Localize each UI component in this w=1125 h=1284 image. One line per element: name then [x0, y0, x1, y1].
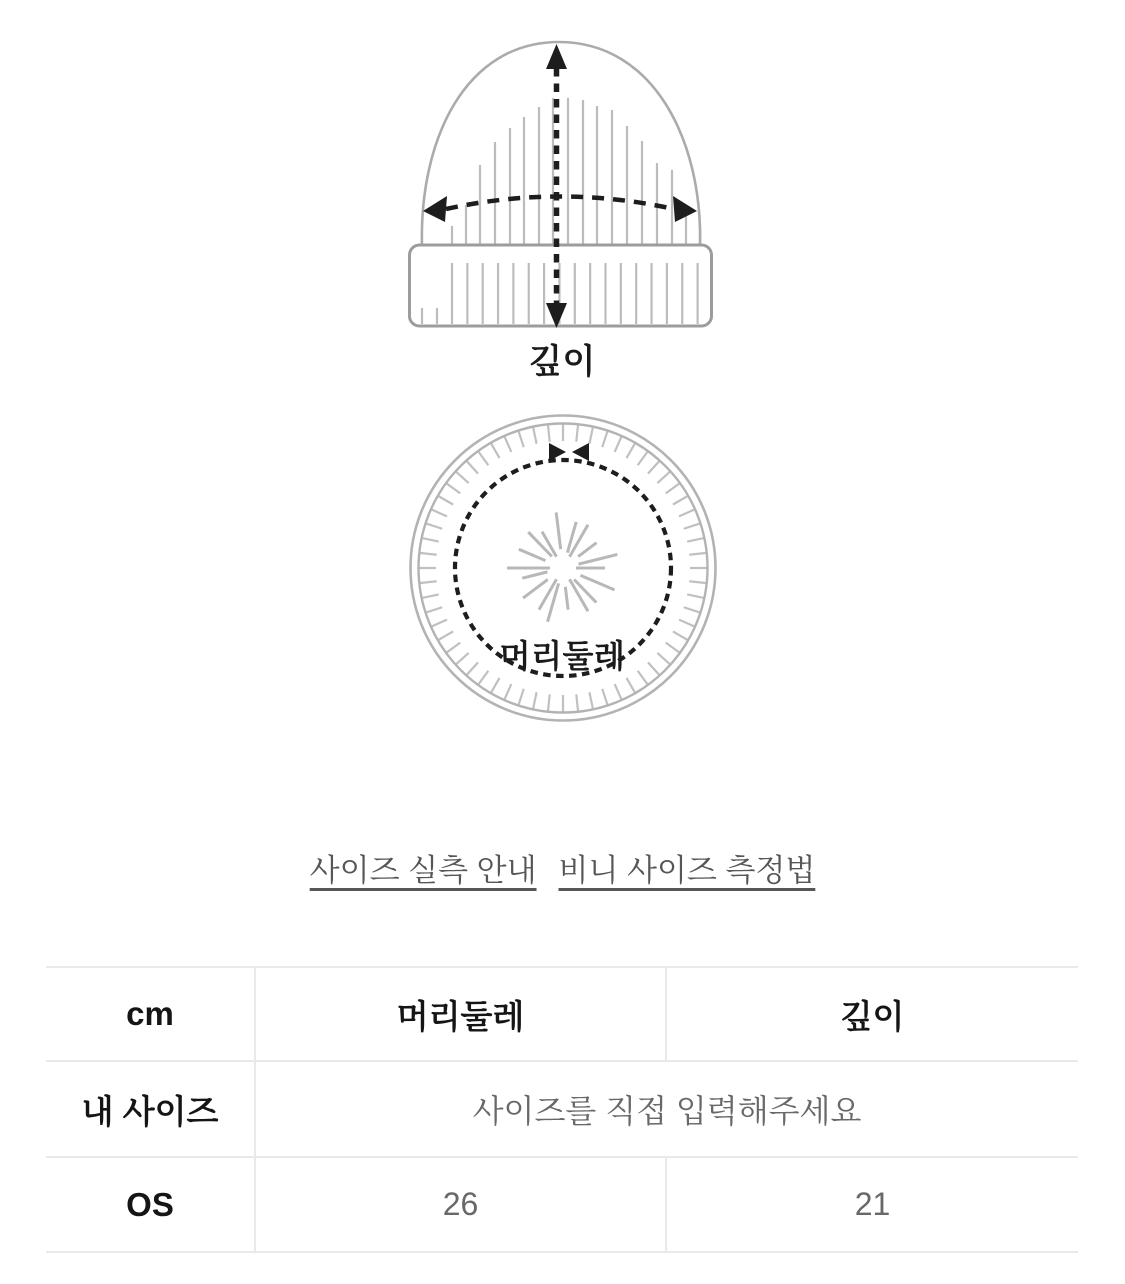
size-table — [46, 966, 1078, 1253]
table-row — [46, 1157, 1078, 1252]
size-name-cell: OS — [46, 1157, 255, 1252]
depth-header-cell: 깊이 — [666, 967, 1078, 1061]
circumference-header-cell: 머리둘레 — [255, 967, 666, 1061]
beanie-dome-outline — [422, 42, 700, 247]
depth-value-cell: 21 — [666, 1157, 1078, 1252]
circumference-value-cell: 26 — [255, 1157, 666, 1252]
my-size-input-cell[interactable]: 사이즈를 직접 입력해주세요 — [255, 1061, 1078, 1157]
crown-starburst-icon — [507, 512, 617, 621]
size-table-header-row — [46, 967, 1078, 1061]
circumference-label: 머리둘레 — [499, 638, 626, 674]
size-guide-link[interactable]: 사이즈 실측 안내 — [309, 853, 537, 888]
beanie-dome-ribbing — [452, 98, 700, 246]
unit-header-cell: cm — [46, 967, 255, 1061]
size-links-row — [0, 845, 1125, 890]
depth-label: 깊이 — [529, 343, 596, 381]
my-size-row — [46, 1061, 1078, 1157]
my-size-label-cell: 내 사이즈 — [46, 1061, 255, 1157]
measure-method-link[interactable]: 비니 사이즈 측정법 — [558, 853, 816, 888]
